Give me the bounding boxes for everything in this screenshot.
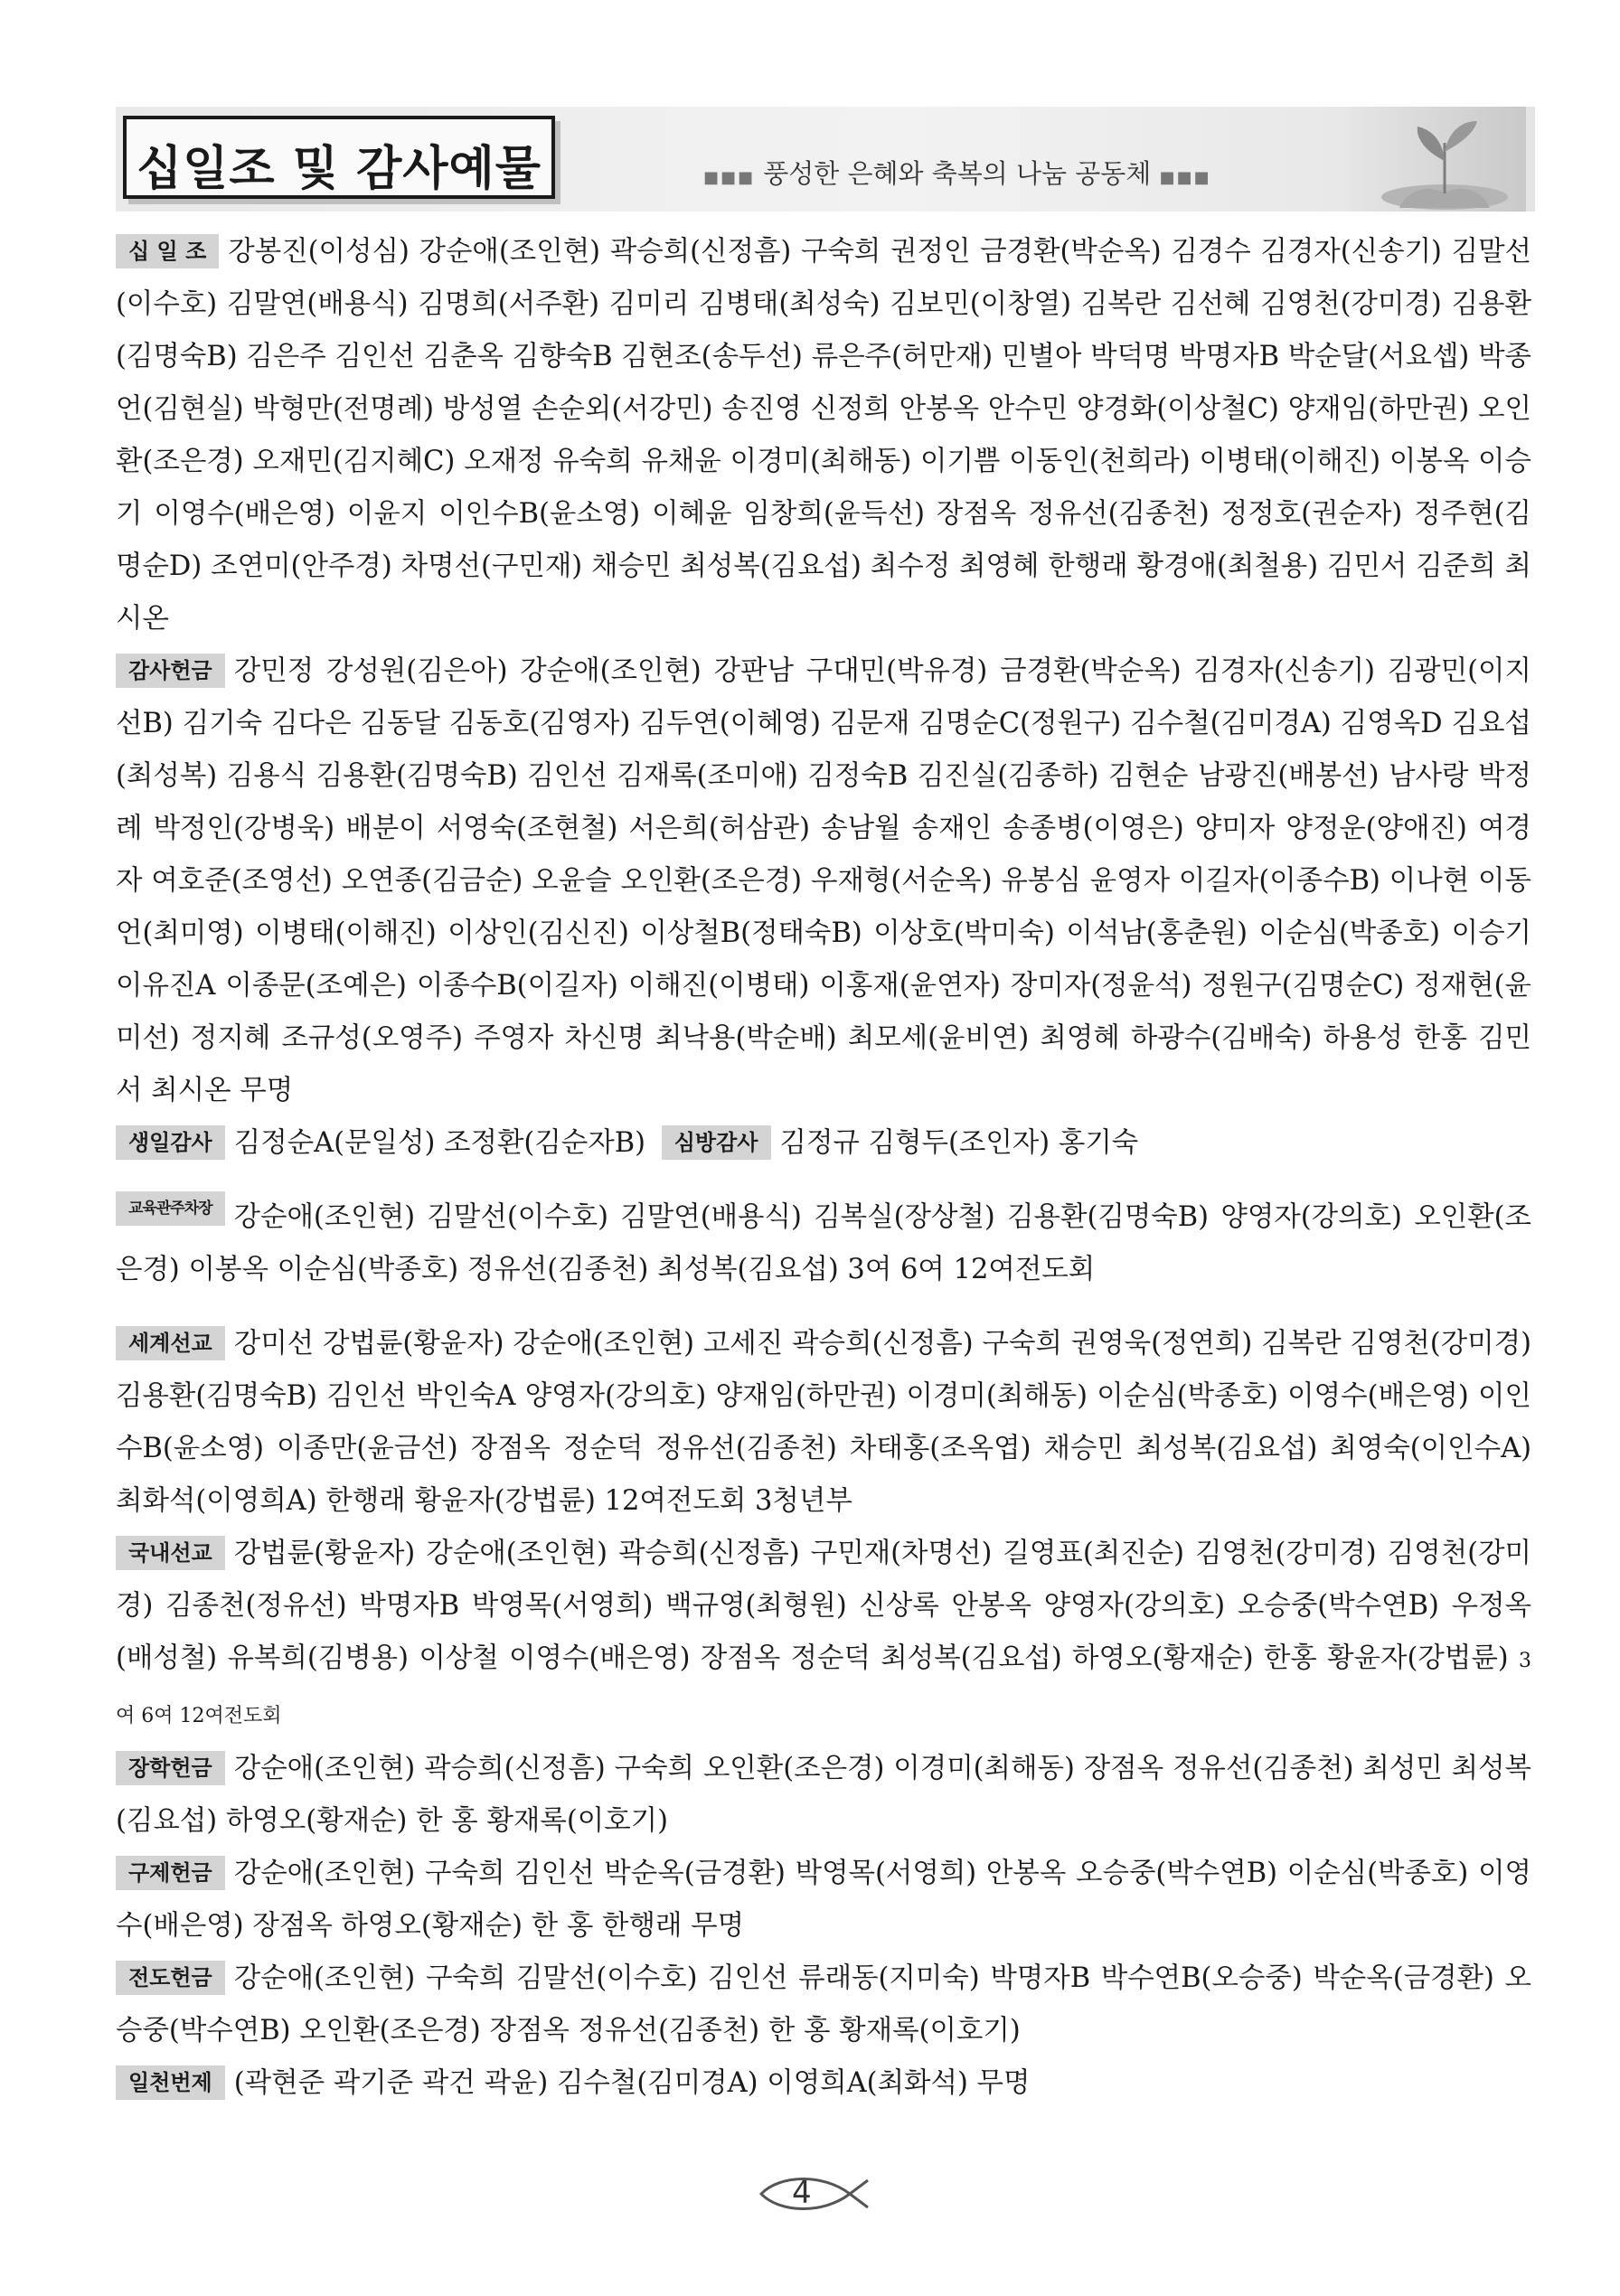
section-education	[116, 1191, 1531, 1296]
label-domestic-mission: 국내선교	[116, 1536, 225, 1570]
section-birthday-visit	[116, 1117, 1531, 1170]
label-world-mission: 세계선교	[116, 1326, 225, 1360]
label-thanks: 감사헌금	[116, 654, 225, 688]
offering-list	[116, 226, 1531, 2110]
names-tithe: 강봉진(이성심) 강순애(조인현) 곽승희(신정흠) 구숙희 권정인 금경환(박순옥) 김경수 김경자(신송기) 김말선(이수호) 김말연(배용식) 김명희(서주환) 김미리 김병태(최성숙) 김보민(이창열) 김복란 김선혜 김영천(강미경) 김용환(김명숙B) 김은주 김인선 김춘옥 김향숙B 김현조(송두선) 류은주(허만재) 민별아 박덕명 박명자B 박순달(서요셉) 박종언(김현실) 박형만(전명례) 방성열 손순외(서강민) 송진영 신정희 안봉옥 안수민 양경화(이상철C) 양재임(하만권) 오인환(조은경) 오재민(김지혜C) 오재정 유숙희 유채윤 이경미(최해동) 이기쁨 이동인(천희라) 이병태(이해진) 이봉옥 이승기 이영수(배은영) 이윤지 이인수B(윤소영) 이혜윤 임창희(윤득선) 장점옥 정유선(김종천) 정정호(권순자) 정주현(김명순D) 조연미(안주경) 차명선(구민재) 채승민 최성복(김요섭) 최수정 최영혜 한행래 황경애(최철용) 김민서 김준희 최시온	[116, 236, 1531, 635]
page-number-text: 4	[792, 2175, 812, 2211]
names-scholarship: 강순애(조인현) 곽승희(신정흠) 구숙희 오인환(조은경) 이경미(최해동) 장점옥 정유선(김종천) 최성민 최성복(김요섭) 하영오(황재순) 한 홍 황재록(이호기)	[116, 1753, 1531, 1837]
names-ilcheon: (곽현준 곽기준 곽건 곽윤) 김수철(김미경A) 이영희A(최화석) 무명	[233, 2067, 1031, 2099]
label-education: 교육관주차장	[116, 1191, 225, 1226]
names-education: 강순애(조인현) 김말선(이수호) 김말연(배용식) 김복실(장상철) 김용환(김명숙B) 양영자(강의호) 오인환(조은경) 이봉옥 이순심(박종호) 정유선(김종천) 최성복(김요섭) 3여 6여 12여전도회	[116, 1201, 1531, 1285]
plant-hands-icon	[1345, 107, 1526, 212]
section-thanks	[116, 645, 1531, 1117]
page-number	[756, 2169, 873, 2218]
label-visit: 심방감사	[662, 1125, 771, 1160]
section-world-mission	[116, 1318, 1531, 1528]
deco-squares-left: ■■■	[703, 168, 756, 187]
section-ilcheon	[116, 2057, 1531, 2110]
header-subtitle	[703, 154, 1211, 191]
section-evangelism	[116, 1953, 1531, 2057]
label-relief: 구제헌금	[116, 1856, 225, 1890]
section-tithe	[116, 226, 1531, 645]
label-tithe: 십 일 조	[116, 234, 219, 268]
section-domestic-mission	[116, 1528, 1531, 1743]
label-scholarship: 장학헌금	[116, 1751, 225, 1785]
names-domestic-mission-tail: 3여 6여 12여전도회	[116, 1650, 1531, 1727]
label-evangelism: 전도헌금	[116, 1961, 225, 1995]
names-relief: 강순애(조인현) 구숙희 김인선 박순옥(금경환) 박영목(서영희) 안봉옥 오승중(박수연B) 이순심(박종호) 이영수(배은영) 장점옥 하영오(황재순) 한 홍 한행래 무명	[116, 1858, 1531, 1942]
section-relief	[116, 1848, 1531, 1953]
deco-squares-right: ■■■	[1159, 168, 1211, 187]
names-evangelism: 강순애(조인현) 구숙희 김말선(이수호) 김인선 류래동(지미숙) 박명자B 박수연B(오승중) 박순옥(금경환) 오승중(박수연B) 오인환(조은경) 장점옥 정유선(김종천) 한 홍 황재록(이호기)	[116, 1962, 1531, 2047]
page-title: 십일조 및 감사예물	[136, 142, 542, 196]
label-birthday: 생일감사	[116, 1125, 225, 1160]
section-scholarship	[116, 1743, 1531, 1848]
names-visit: 김정규 김형두(조인자) 홍기숙	[779, 1127, 1139, 1159]
names-thanks: 강민정 강성원(김은아) 강순애(조인현) 강판남 구대민(박유경) 금경환(박순옥) 김경자(신송기) 김광민(이지선B) 김기숙 김다은 김동달 김동호(김영자) 김두연(이혜영) 김문재 김명순C(정원구) 김수철(김미경A) 김영옥D 김요섭(최성복) 김용식 김용환(김명숙B) 김인선 김재록(조미애) 김정숙B 김진실(김종하) 김현순 남광진(배봉선) 남사랑 박정례 박정인(강병욱) 배분이 서영숙(조현철) 서은희(허삼관) 송남월 송재인 송종병(이영은) 양미자 양정운(양애진) 여경자 여호준(조영선) 오연종(김금순) 오윤슬 오인환(조은경) 우재형(서순옥) 유봉심 윤영자 이길자(이종수B) 이나현 이동언(최미영) 이병태(이해진) 이상인(김신진) 이상철B(정태숙B) 이상호(박미숙) 이석남(홍춘원) 이순심(박종호) 이승기 이유진A 이종문(조예은) 이종수B(이길자) 이해진(이병태) 이홍재(윤연자) 장미자(정윤석) 정원구(김명순C) 정재현(윤미선) 정지혜 조규성(오영주) 주영자 차신명 최낙용(박순배) 최모세(윤비연) 최영혜 하광수(김배숙) 하용성 한홍 김민서 최시온 무명	[116, 655, 1531, 1106]
label-ilcheon: 일천번제	[116, 2065, 225, 2100]
names-birthday: 김정순A(문일성) 조정환(김순자B)	[233, 1127, 646, 1159]
names-world-mission: 강미선 강법륜(황윤자) 강순애(조인현) 고세진 곽승희(신정흠) 구숙희 권영욱(정연희) 김복란 김영천(강미경) 김용환(김명숙B) 김인선 박인숙A 양영자(강의호) 양재임(하만권) 이경미(최해동) 이순심(박종호) 이영수(배은영) 이인수B(윤소영) 이종만(윤금선) 장점옥 정순덕 정유선(김종천) 차태홍(조옥엽) 채승민 최성복(김요섭) 최영숙(이인수A) 최화석(이영희A) 한행래 황윤자(강법륜) 12여전도회 3청년부	[116, 1328, 1531, 1517]
subtitle-text: 풍성한 은혜와 축복의 나눔 공동체	[763, 158, 1152, 189]
names-domestic-mission: 강법륜(황윤자) 강순애(조인현) 곽승희(신정흠) 구민재(차명선) 길영표(최진순) 김영천(강미경) 김영천(강미경) 김종천(정유선) 박명자B 박영목(서영희) 백규영(최형원) 신상록 안봉옥 양영자(강의호) 오승중(박수연B) 우정옥(배성철) 유복희(김병용) 이상철 이영수(배은영) 장점옥 정순덕 최성복(김요섭) 하영오(황재순) 한홍 황윤자(강법륜)	[116, 1538, 1531, 1674]
fish-icon	[756, 2169, 873, 2218]
title-box	[123, 116, 555, 199]
section-header	[116, 107, 1535, 212]
